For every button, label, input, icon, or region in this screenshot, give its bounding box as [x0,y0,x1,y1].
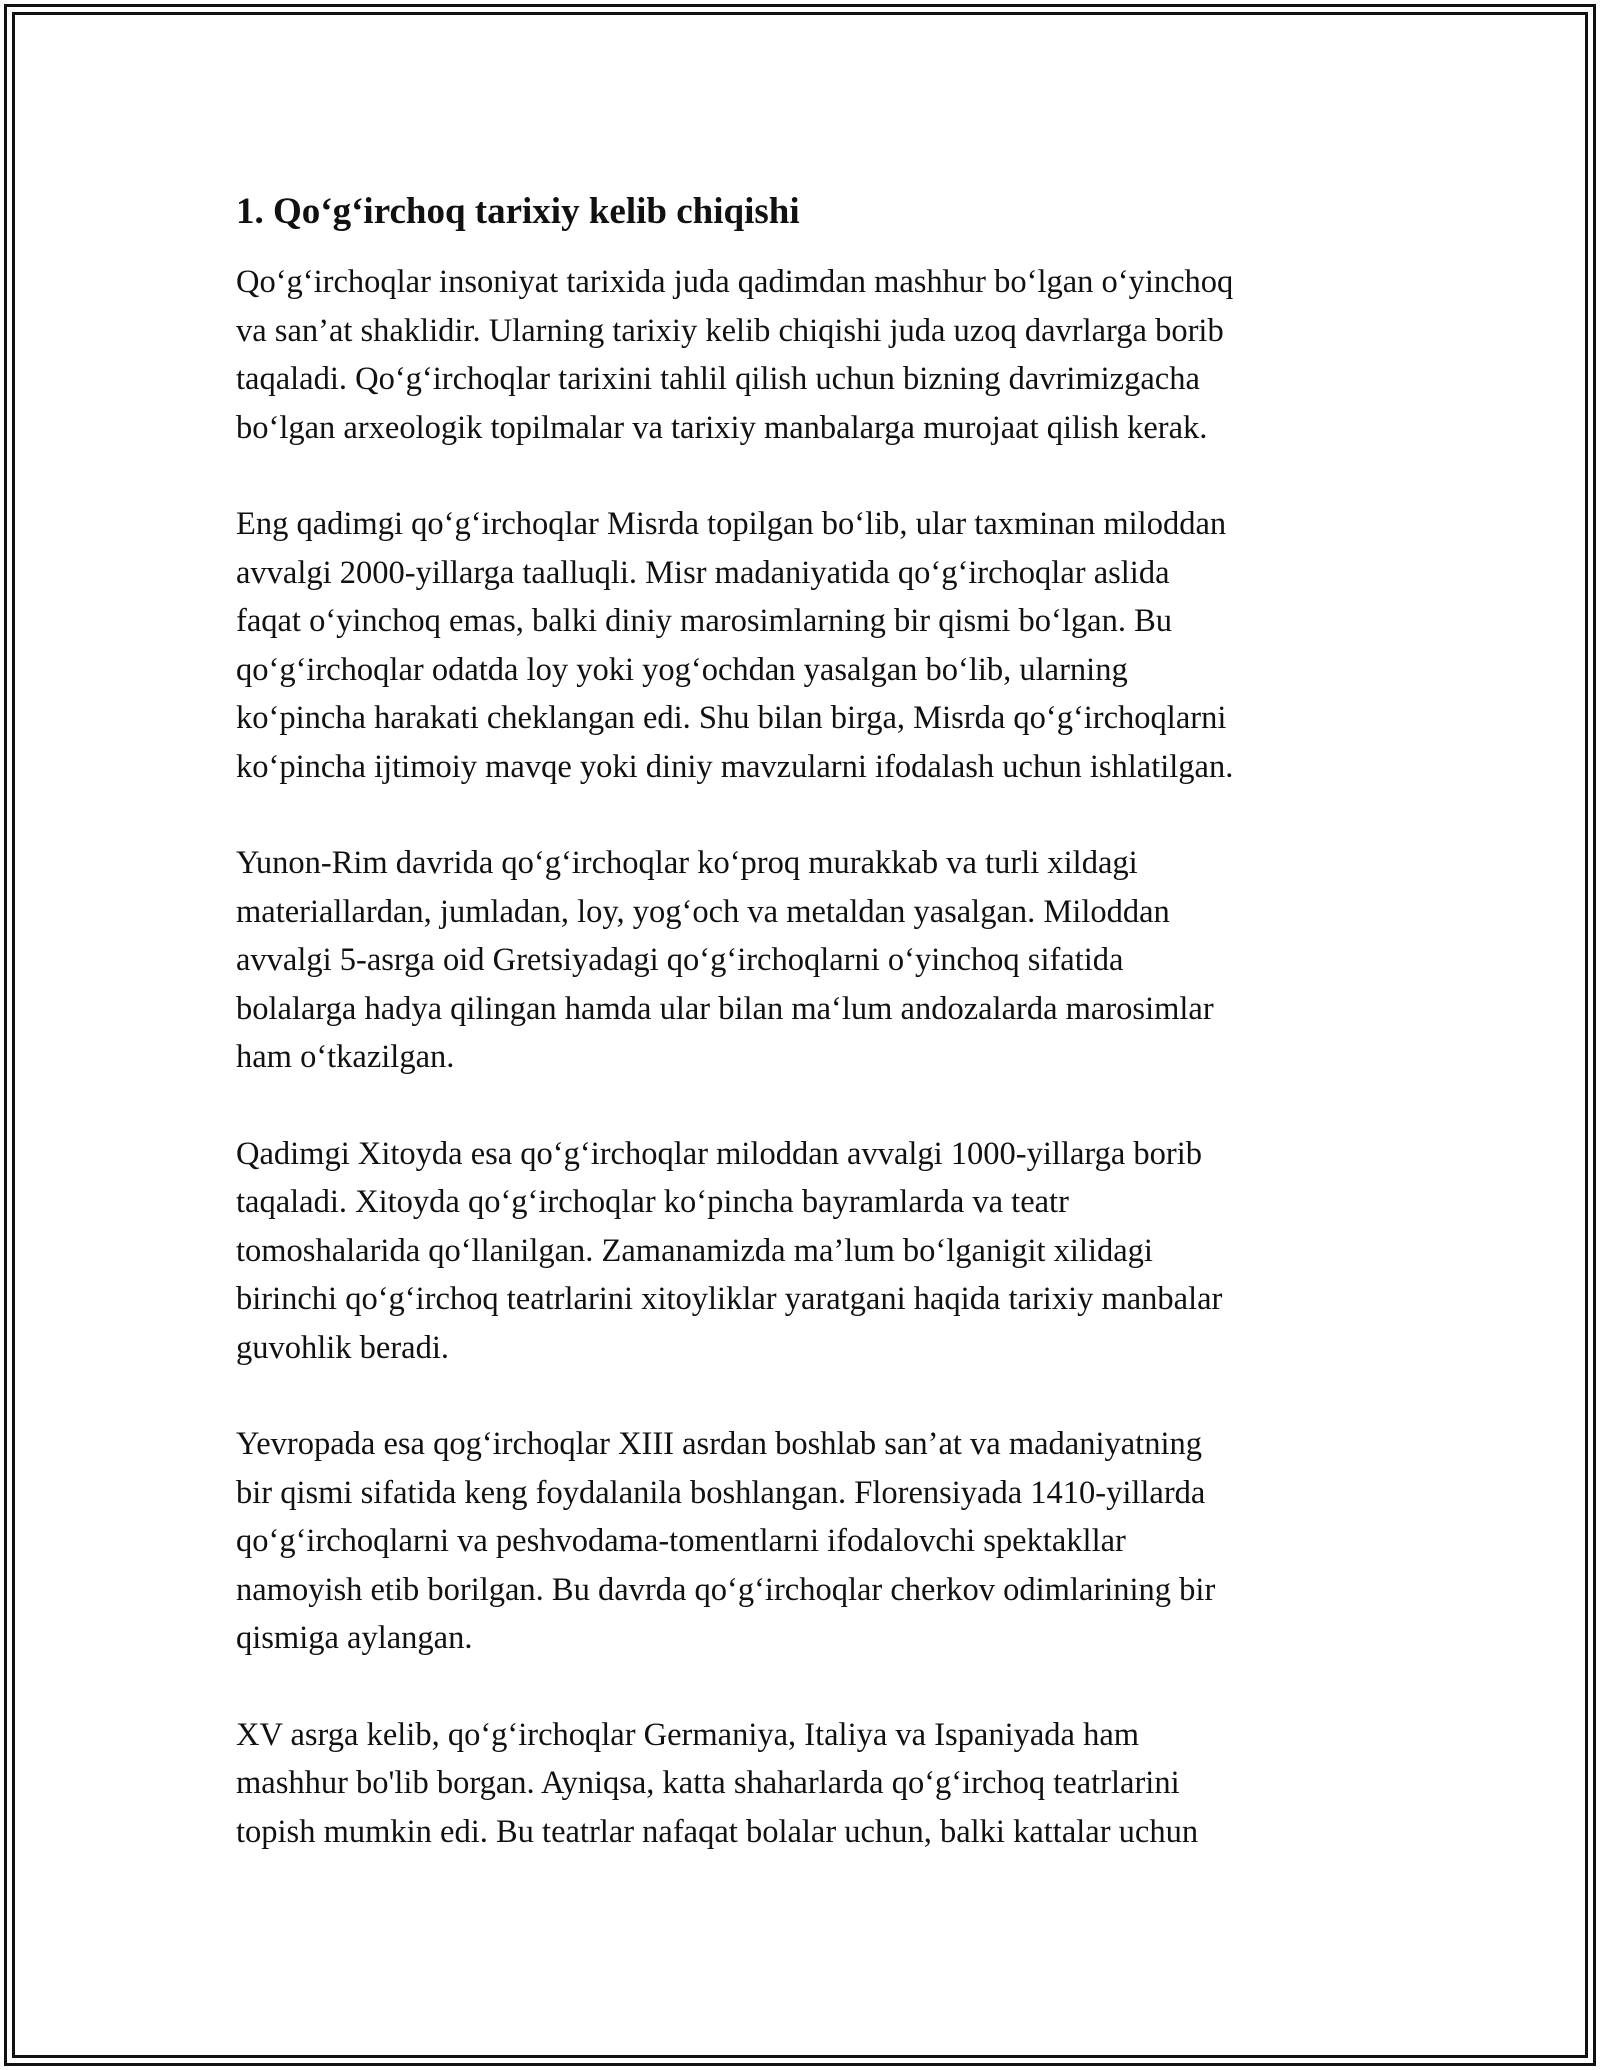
text-line: Eng qadimgi qo‘g‘irchoqlar Misrda topilgan bo‘lib, ular taxminan miloddan [236,506,1227,542]
text-line: Qo‘g‘irchoqlar insoniyat tarixida juda qadimdan mashhur bo‘lgan o‘yinchoq [236,264,1234,300]
text-line: Qadimgi Xitoyda esa qo‘g‘irchoqlar miloddan avvalgi 1000-yillarga borib [236,1135,1203,1172]
text-line: qismiga aylangan. [236,1620,473,1656]
paragraph-4 [236,1130,1386,1373]
paragraph-1 [236,258,1386,452]
text-line: Yevropada esa qog‘irchoqlar XIII asrdan boshlab san’at va madaniyatning [236,1426,1202,1462]
text-line: namoyish etib borilgan. Bu davrda qo‘g‘irchoqlar cherkov odimlarining bir [236,1571,1216,1608]
text-line: ham o‘tkazilgan. [236,1039,455,1075]
document-body [236,186,1386,1904]
text-line: XV asrga kelib, qo‘g‘irchoqlar Germaniya, Italiya va Ispaniyada ham [236,1716,1140,1753]
text-line: guvohlik beradi. [236,1329,450,1366]
text-line: avvalgi 5-asrga oid Gretsiyadagi qo‘g‘irchoqlarni o‘yinchoq sifatida [236,942,1124,978]
text-line: va san’at shaklidir. Ularning tarixiy kelib chiqishi juda uzoq davrlarga borib [236,312,1224,349]
text-line: taqaladi. Qo‘g‘irchoqlar tarixini tahlil qilish uchun bizning davrimizgacha [236,361,1200,397]
paragraph-6 [236,1711,1386,1857]
text-line: faqat o‘yinchoq emas, balki diniy marosimlarning bir qismi bo‘lgan. Bu [236,603,1173,639]
text-line: topish mumkin edi. Bu teatrlar nafaqat bolalar uchun, balki kattalar uchun [236,1813,1199,1850]
text-line: qo‘g‘irchoqlar odatda loy yoki yog‘ochdan yasalgan bo‘lib, ularning [236,651,1128,688]
text-line: taqaladi. Xitoyda qo‘g‘irchoqlar ko‘pincha bayramlarda va teatr [236,1184,1069,1220]
text-line: materiallardan, jumladan, loy, yog‘och va metaldan yasalgan. Miloddan [236,893,1170,930]
section-heading: 1. Qo‘g‘irchoq tarixiy kelib chiqishi [236,191,800,232]
text-line: bolalarga hadya qilingan hamda ular bilan ma‘lum andozalarda marosimlar [236,990,1214,1027]
text-line: tomoshalarida qo‘llanilgan. Zamanamizda ma’lum bo‘lganigit xilidagi [236,1232,1153,1269]
text-line: Yunon-Rim davrida qo‘g‘irchoqlar ko‘proq murakkab va turli xildagi [236,845,1138,881]
paragraph-3 [236,839,1386,1082]
paragraph-2 [236,500,1386,791]
text-line: mashhur bo'lib borgan. Ayniqsa, katta shaharlarda qo‘g‘irchoq teatrlarini [236,1765,1180,1801]
text-line: ko‘pincha ijtimoiy mavqe yoki diniy mavzularni ifodalash uchun ishlatilgan. [236,748,1234,785]
text-line: bo‘lgan arxeologik topilmalar va tarixiy manbalarga murojaat qilish kerak. [236,409,1208,446]
paragraph-5 [236,1420,1386,1663]
text-line: avvalgi 2000-yillarga taalluqli. Misr madaniyatida qo‘g‘irchoqlar aslida [236,554,1170,591]
text-line: ko‘pincha harakati cheklangan edi. Shu bilan birga, Misrda qo‘g‘irchoqlarni [236,700,1227,736]
text-line: bir qismi sifatida keng foydalanila boshlangan. Florensiyada 1410-yillarda [236,1474,1206,1511]
text-line: qo‘g‘irchoqlarni va peshvodama-tomentlarni ifodalovchi spektakllar [236,1523,1126,1559]
text-line: birinchi qo‘g‘irchoq teatrlarini xitoyliklar yaratgani haqida tarixiy manbalar [236,1281,1223,1317]
